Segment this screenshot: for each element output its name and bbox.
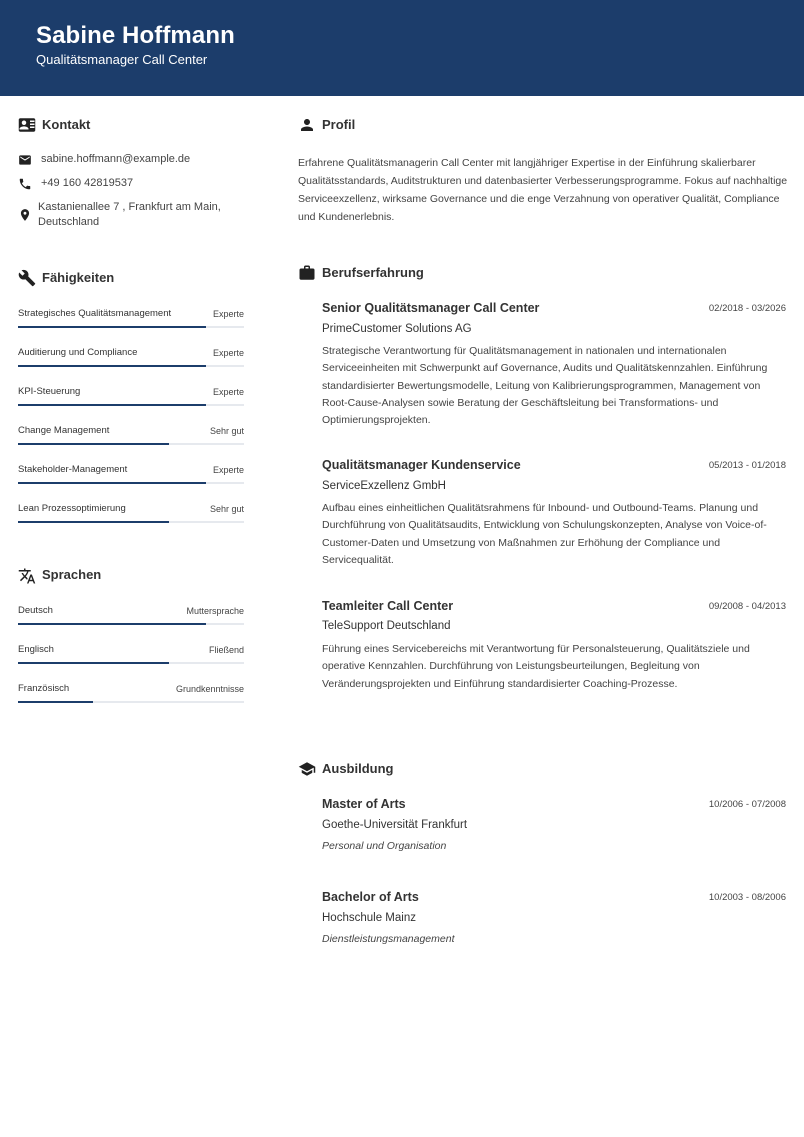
experience-heading: Berufserfahrung [322,265,424,280]
field-of-study: Personal und Organisation [322,840,447,852]
profile-heading: Profil [322,117,356,132]
job-position: Teamleiter Call Center [322,599,454,613]
skill-bar-fill [18,326,206,328]
skills-heading: Fähigkeiten [42,270,115,285]
person-icon [298,116,316,134]
language-level: Muttersprache [186,606,244,616]
skill-label: Strategisches Qualitätsmanagement [18,308,172,319]
language-level: Grundkenntnisse [175,684,244,694]
job-position: Qualitätsmanager Kundenservice [322,458,521,472]
job-description: Strategische Verantwortung für Qualitätsmanagement in nationalen und internationalen Serviceeinheiten mit Schwerpunkt auf Governance, Audits und Qualitätskennzahlen. Einführung standardisierter Bewertungsmodelle, Leitung von Kalibrierungsprogrammen, Management von Root-Cause-Analysen sowie Beratung der Geschäftsleitung bei Transformations- und Optimierungsprojekten. [322,345,768,427]
job-dates: 05/2013 - 01/2018 [708,460,786,471]
contact-address-line1: Kastanienallee 7 , Frankfurt am Main, [38,201,221,213]
language-level: Fließend [208,645,244,655]
field-of-study: Dienstleistungsmanagement [322,933,455,945]
skill-bar [18,326,244,328]
language-bar [18,662,244,664]
skill-level: Sehr gut [209,426,244,436]
languages-heading: Sprachen [42,567,102,582]
contact-heading: Kontakt [42,117,91,132]
contact-card-icon [18,116,36,134]
skill-label: Lean Prozessoptimierung [18,503,126,514]
language-label: Deutsch [18,605,53,616]
person-name: Sabine Hoffmann [36,22,235,49]
email-icon [18,153,32,167]
job-description: Aufbau eines einheitlichen Qualitätsrahmens für Inbound- und Outbound-Teams. Planung und Durchführung von Qualitätsaudits, Entwicklung von Schulungskonzepten, Analyse von Voice-of-Customer-Daten und Umsetzung von Maßnahmen zur Erhöhung der Compliance und Servicequalität. [322,502,767,566]
skill-bar-fill [18,443,169,445]
briefcase-icon [298,264,316,282]
skill-bar-fill [18,482,206,484]
profile-text: Erfahrene Qualitätsmanagerin Call Center mit langjähriger Expertise in der Einführung skalierbarer Qualitätsstandards, Auditstrukturen und datenbasierter Verbesserungsprogramme. Fokus auf nachhaltige Serviceexzellenz, wirksame Governance und die enge Verzahnung von operativer Qualität, Compliance und Kundenerlebnis. [298,157,788,223]
skill-bar [18,365,244,367]
education-dates: 10/2003 - 08/2006 [708,892,786,903]
education-heading: Ausbildung [322,761,394,776]
location-pin-icon [18,208,32,222]
skill-level: Experte [212,387,244,397]
job-dates: 09/2008 - 04/2013 [708,601,786,612]
language-bar-fill [18,662,169,664]
school: Hochschule Mainz [322,912,416,924]
translate-icon [18,567,36,585]
skill-bar-fill [18,365,206,367]
school: Goethe-Universität Frankfurt [322,819,468,831]
skill-bar-fill [18,404,206,406]
skill-level: Experte [212,465,244,475]
graduation-cap-icon [298,760,316,778]
skill-label: KPI-Steuerung [18,386,81,397]
skill-label: Auditierung und Compliance [18,347,138,358]
language-bar-fill [18,701,93,703]
header [0,0,804,96]
skill-bar [18,521,244,523]
education-dates: 10/2006 - 07/2008 [708,799,786,810]
skill-bar [18,482,244,484]
skill-bar-fill [18,521,169,523]
language-bar-fill [18,623,206,625]
job-position: Senior Qualitätsmanager Call Center [322,301,540,315]
job-title: Qualitätsmanager Call Center [36,52,208,67]
skill-label: Stakeholder-Management [18,464,128,475]
language-label: Englisch [18,644,54,655]
contact-address-line2: Deutschland [38,216,100,228]
skill-level: Experte [212,348,244,358]
job-dates: 02/2018 - 03/2026 [708,303,786,314]
skill-label: Change Management [18,425,110,436]
wrench-icon [18,269,36,287]
language-bar [18,701,244,703]
job-description: Führung eines Servicebereichs mit Verantwortung für Personalsteuerung, Qualitätsziele und operative Kennzahlen. Durchführung von Leistungsbeurteilungen, Begleitung von Veränderungsprojekten und Einführung standardisierter Coaching-Prozesse. [322,643,750,690]
contact-email[interactable]: sabine.hoffmann@example.de [41,153,191,165]
language-label: Französisch [18,683,70,694]
skill-level: Sehr gut [209,504,244,514]
contact-phone[interactable]: +49 160 42819537 [41,177,134,189]
language-bar [18,623,244,625]
skill-bar [18,443,244,445]
job-company: PrimeCustomer Solutions AG [322,323,472,335]
degree: Bachelor of Arts [322,890,419,904]
phone-icon [18,177,32,191]
job-company: ServiceExzellenz GmbH [322,480,446,492]
job-company: TeleSupport Deutschland [322,620,451,632]
degree: Master of Arts [322,797,406,811]
skill-level: Experte [212,309,244,319]
skill-bar [18,404,244,406]
